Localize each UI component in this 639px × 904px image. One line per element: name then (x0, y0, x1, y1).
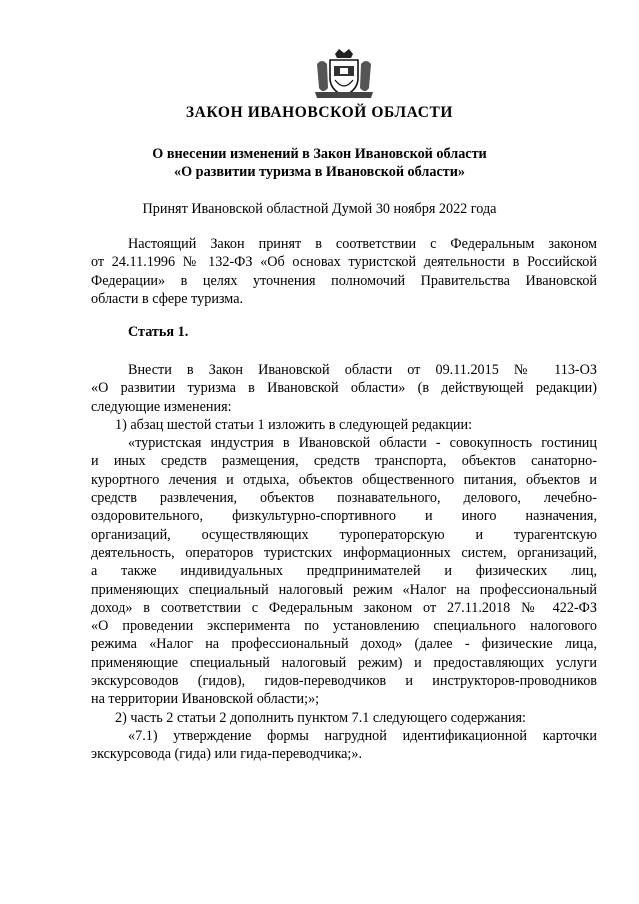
text-line: «7.1) утверждение формы нагрудной идентификационной карточки (128, 727, 597, 744)
text-line: Федерации» в целях уточнения полномочий Правительства Ивановской (91, 272, 597, 289)
ivanovo-coat-of-arms-icon (313, 48, 375, 100)
text-line: на территории Ивановской области;»; (91, 691, 320, 708)
law-title: ЗАКОН ИВАНОВСКОЙ ОБЛАСТИ (185, 104, 454, 121)
article-body (91, 361, 597, 764)
text-line: области в сфере туризма. (91, 290, 244, 307)
subtitle-line: О внесении изменений в Закон Ивановской области (152, 146, 487, 162)
intro-paragraph (91, 235, 597, 308)
text-line: режима «Налог на профессиональный доход» (далее - физические лица, (91, 636, 597, 653)
text-line: следующие изменения: (91, 398, 232, 415)
text-line: применяющие специальный налоговый режим) и предоставляющих услуги (91, 654, 597, 671)
text-line: «туристская индустрия в Ивановской области - совокупность гостиниц (128, 435, 597, 452)
text-line: а также индивидуальных предпринимателей и физических лиц, (91, 563, 597, 580)
text-line: экскурсовода (гида) или гида-переводчика;». (91, 746, 363, 763)
text-line: 1) абзац шестой статьи 1 изложить в следующей редакции: (115, 416, 473, 433)
text-line: 2) часть 2 статьи 2 дополнить пунктом 7.1 следующего содержания: (115, 709, 526, 726)
subtitle-line: «О развитии туризма в Ивановской области» (174, 164, 465, 180)
text-line: средств развлечения, объектов познавательного, делового, лечебно- (91, 490, 597, 507)
text-line: деятельность, операторов туристских информационных систем, организаций, (91, 544, 597, 561)
adoption-note: Принят Ивановской областной Думой 30 ноября 2022 года (142, 201, 497, 217)
text-line: Настоящий Закон принят в соответствии с Федеральным законом (128, 236, 597, 252)
text-line: оздоровительного, физкультурно-спортивного и иного назначения, (91, 508, 597, 525)
article-heading: Статья 1. (128, 324, 189, 340)
text-line: и иных средств размещения, средств транспорта, объектов санаторно- (91, 453, 597, 470)
text-line: Внести в Закон Ивановской области от 09.11.2015 № 113-ОЗ (128, 362, 597, 378)
text-line: курортного лечения и отдыха, объектов общественного питания, объектов и (91, 471, 597, 488)
text-line: доход» в соответствии с Федеральным законом от 27.11.2018 № 422-ФЗ (91, 599, 597, 616)
text-line: применяющих специальный налоговый режим «Налог на профессиональный (91, 581, 597, 598)
text-line: «О проведении эксперимента по установлению специального налогового (91, 618, 597, 635)
text-line: «О развитии туризма в Ивановской области» (в действующей редакции) (91, 380, 597, 397)
law-subtitle (0, 145, 639, 181)
text-line: организаций, осуществляющих туроператорскую и турагентскую (91, 526, 597, 543)
text-line: от 24.11.1996 № 132-ФЗ «Об основах туристской деятельности в Российской (91, 254, 597, 271)
text-line: экскурсоводов (гидов), гидов-переводчиков и инструкторов-проводников (91, 673, 597, 690)
